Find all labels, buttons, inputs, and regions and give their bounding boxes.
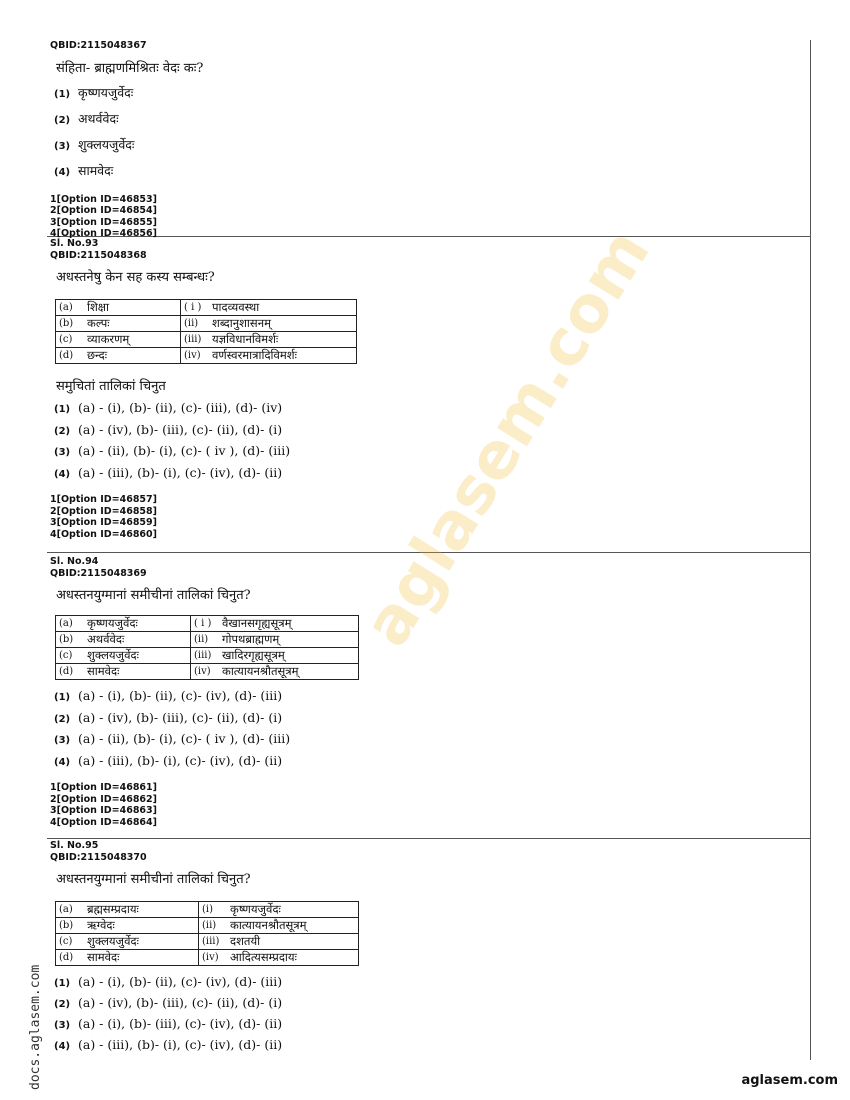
options-list [47, 400, 810, 486]
table-row: (d) छन्दः (iv) वर्णस्वरमात्रादिविमर्शः [56, 348, 357, 364]
qbid: QBID:2115048367 [50, 40, 147, 51]
table-row: (c) व्याकरणम् (iii) यज्ञविधानविमर्शः [56, 332, 357, 348]
option-1: (1) कृष्णयजुर्वेदः [54, 84, 134, 100]
match-table [55, 901, 359, 966]
question-block-92 [47, 40, 810, 237]
option-4: (4) (a) - (iii), (b)- (i), (c)- (iv), (d)- (ii) [54, 464, 283, 480]
side-brand-link[interactable]: docs.aglasem.com [28, 964, 43, 1090]
qbid: QBID:2115048370 [50, 851, 147, 863]
option-1: (1) (a) - (i), (b)- (ii), (c)- (iv), (d)- (iii) [54, 688, 283, 703]
option-id: 4[Option ID=46864] [50, 816, 157, 828]
option-id-list [47, 194, 810, 240]
option-id: 3[Option ID=46863] [50, 805, 157, 816]
watermark-text: aglasem.com [350, 216, 665, 660]
option-id: 2[Option ID=46858] [50, 505, 157, 517]
option-id-list [47, 782, 810, 828]
table-row: (c) शुक्लयजुर्वेदः (iii) दशतयी [56, 934, 359, 950]
option-id: 4[Option ID=46860] [50, 528, 157, 540]
qbid: QBID:2115048369 [50, 567, 147, 579]
question-text: अधस्तनेषु केन सह कस्य सम्बन्धः? [56, 270, 215, 285]
option-2: (2) (a) - (iv), (b)- (iii), (c)- (ii), (d)- (i) [54, 421, 283, 437]
option-1: (1) (a) - (i), (b)- (ii), (c)- (iii), (d)- (iv) [54, 400, 283, 415]
option-id: 1[Option ID=46853] [50, 193, 157, 205]
table-row: (a) ब्रह्मसम्प्रदायः (i) कृष्णयजुर्वेदः [56, 902, 359, 918]
option-id: 4[Option ID=46856] [50, 228, 157, 239]
question-text: संहिता- ब्राह्मणमिश्रितः वेदः कः? [56, 60, 204, 76]
option-1: (1) (a) - (i), (b)- (ii), (c)- (iv), (d)- (iii) [54, 974, 283, 989]
option-3: (3) (a) - (i), (b)- (iii), (c)- (iv), (d)- (ii) [54, 1016, 283, 1031]
options-list [47, 974, 810, 1058]
option-3: (3) (a) - (ii), (b)- (i), (c)- ( iv ), (d)- (iii) [54, 443, 291, 458]
table-row: (b) कल्पः (ii) शब्दानुशासनम् [56, 316, 357, 332]
option-2: (2) (a) - (iv), (b)- (iii), (c)- (ii), (d)- (i) [54, 709, 283, 725]
option-2: (2) अथर्ववेदः [54, 110, 119, 126]
option-id: 1[Option ID=46861] [50, 782, 157, 793]
option-id: 2[Option ID=46862] [50, 793, 157, 805]
question-block-95 [47, 840, 810, 1060]
table-row: (b) अथर्ववेदः (ii) गोपथब्राह्मणम् [56, 632, 359, 648]
serial-number: Sl. No.95 [50, 840, 99, 851]
footer-brand-link[interactable]: aglasem.com [741, 1073, 838, 1088]
option-id: 2[Option ID=46854] [50, 205, 157, 216]
serial-number: Sl. No.93 [50, 238, 99, 249]
table-row: (c) शुक्लयजुर्वेदः (iii) खादिरगृह्यसूत्रम् [56, 648, 359, 664]
option-id: 3[Option ID=46855] [50, 216, 157, 228]
options-list [47, 84, 810, 188]
table-row: (a) शिक्षा ( i ) पादव्यवस्था [56, 300, 357, 316]
serial-number: Sl. No.94 [50, 556, 99, 567]
question-text: अधस्तनयुग्मानां समीचीनां तालिकां चिनुत? [56, 872, 251, 887]
option-2: (2) (a) - (iv), (b)- (iii), (c)- (ii), (d)- (i) [54, 995, 283, 1010]
option-id: 3[Option ID=46859] [50, 517, 157, 528]
option-4: (4) सामवेदः [54, 162, 114, 178]
option-id: 1[Option ID=46857] [50, 494, 157, 505]
table-row: (d) सामवेदः (iv) कात्यायनश्रौतसूत्रम् [56, 664, 359, 680]
options-list [47, 688, 810, 774]
instruction-text: समुचितां तालिकां चिनुत [56, 379, 166, 394]
table-row: (b) ऋग्वेदः (ii) कात्यायनश्रौतसूत्रम् [56, 918, 359, 934]
option-3: (3) शुक्लयजुर्वेदः [54, 136, 135, 152]
option-4: (4) (a) - (iii), (b)- (i), (c)- (iv), (d)- (ii) [54, 752, 283, 768]
question-text: अधस्तनयुग्मानां समीचीनां तालिकां चिनुत? [56, 588, 251, 603]
table-row: (a) कृष्णयजुर्वेदः ( i ) वैखानसगृह्यसूत्रम् [56, 616, 359, 632]
match-table [55, 299, 357, 364]
option-3: (3) (a) - (ii), (b)- (i), (c)- ( iv ), (d)- (iii) [54, 731, 291, 746]
table-row: (d) सामवेदः (iv) आदित्यसम्प्रदायः [56, 950, 359, 966]
match-table [55, 615, 359, 680]
option-4: (4) (a) - (iii), (b)- (i), (c)- (iv), (d)- (ii) [54, 1037, 283, 1052]
qbid: QBID:2115048368 [50, 249, 147, 261]
